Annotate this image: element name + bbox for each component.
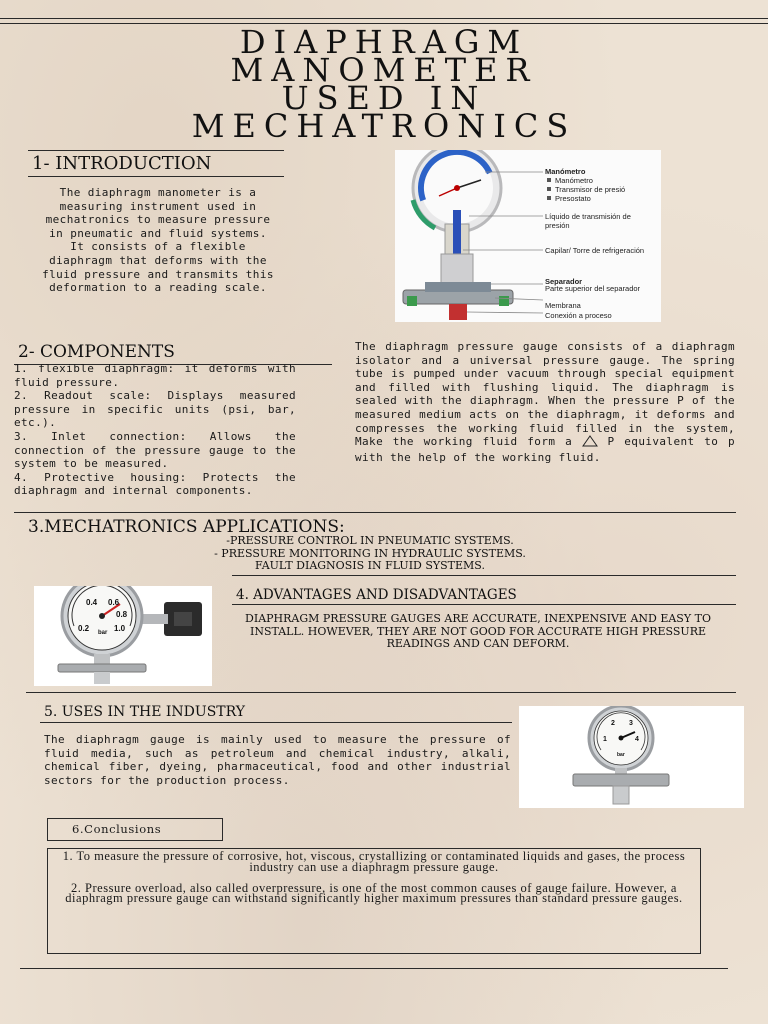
gauge-1-tick-1: 0.2 xyxy=(78,624,90,633)
applications-heading: 3.MECHATRONICS APPLICATIONS: xyxy=(28,517,345,537)
component-item-1: 1. flexible diaphragm: it deforms with fluid pressure. xyxy=(14,362,296,389)
title-line-2: MANOMETER xyxy=(230,51,538,89)
diagram-label-l2: Transmisor de presió xyxy=(555,185,626,194)
diagram-label-conexion: Conexión a proceso xyxy=(545,311,612,320)
description-end: P equivalent to p with the help of the working fluid. xyxy=(355,435,735,464)
diagram-label-list xyxy=(555,176,625,203)
component-item-3: 3. Inlet connection: Allows the connection of the pressure gauge to the system to be measured. xyxy=(14,429,296,471)
bottom-rule xyxy=(20,968,728,969)
gauge-2-tick-1: 1 xyxy=(603,736,607,743)
conclusions-box xyxy=(47,848,701,954)
divider-4 xyxy=(232,575,736,576)
uses-heading: 5. USES IN THE INDUSTRY xyxy=(44,704,245,720)
intro-heading: 1- INTRODUCTION xyxy=(32,153,212,174)
intro-text: The diaphragm manometer is a measuring instrument used in mechatronics to measure pressure in pneumatic and fluid systems. It consists of a flexible diaphragm that deforms with the fluid pressure and transmits this deformation to a reading scale. xyxy=(42,186,274,295)
gauge-1-tick-2: 0.4 xyxy=(86,598,98,607)
gauge-1-tick-3: 0.6 xyxy=(108,598,120,607)
gauge-2-tick-4: 4 xyxy=(635,736,639,743)
title-line-3: USED IN xyxy=(281,79,487,117)
component-item-4: 4. Protective housing: Protects the diaphragm and internal components. xyxy=(14,470,296,498)
diagram-label-l3: Presostato xyxy=(555,194,591,203)
conclusions-point-1: 1. To measure the pressure of corrosive, hot, viscous, crystallizing or contaminated liquids and gases, the process industry can use a diaphragm pressure gauge. xyxy=(62,849,686,874)
gauge-1-tick-4: 0.8 xyxy=(116,610,128,619)
gauge-photo-2 xyxy=(519,706,744,808)
divider-5 xyxy=(26,692,736,693)
diagram-label-separador: Separador xyxy=(545,277,583,286)
components-heading: 2- COMPONENTS xyxy=(18,342,175,362)
diagram-label-membrana: Membrana xyxy=(545,301,581,310)
conclusions-point-2: 2. Pressure overload, also called overpressure, is one of the most common causes of gauge failure. However, a diaphragm pressure gauge can withstand significantly higher maximum pressures than standard pressure gauges. xyxy=(65,880,683,906)
gauge-photo-1 xyxy=(34,586,212,686)
gauge-2-ticks xyxy=(519,706,744,766)
divider-3 xyxy=(14,512,736,513)
component-item-2: 2. Readout scale: Displays measured pressure in specific units (psi, bar, etc.). xyxy=(14,389,296,430)
description-body: The diaphragm pressure gauge consists of a diaphragm isolator and a universal pressure gauge. The spring tube is pumped under vacuum through special equipment and filled with flushing liquid. The diaphragm is sealed with the diaphragm. When the pressure P of the measured medium acts on the diaphragm, it deforms and compresses the working fluid filled in the system, Make the working fluid form a xyxy=(355,340,735,449)
intro-rule-top xyxy=(28,150,284,151)
diagram-label-liquido: Líquido de transmisión de presión xyxy=(545,212,631,230)
gauge-2-unit: bar xyxy=(617,752,625,758)
conclusions-heading-box xyxy=(47,818,223,841)
delta-symbol-icon xyxy=(582,435,598,451)
applications-list xyxy=(160,535,580,573)
advantages-rule xyxy=(232,604,736,605)
components-list xyxy=(14,362,296,498)
gauge-1-unit: bar xyxy=(98,630,108,636)
intro-rule-bottom xyxy=(28,176,284,177)
application-item-3: FAULT DIAGNOSIS IN FLUID SYSTEMS. xyxy=(255,559,485,572)
diagram-label-l1: Manómetro xyxy=(555,176,593,185)
uses-text: The diaphragm gauge is mainly used to measure the pressure of fluid media, such as petroleum and chemical industry, alkali, chemical fiber, dyeing, pharmaceutical, food and other industrial sectors for the production process. xyxy=(44,733,511,787)
gauge-1-tick-5: 1.0 xyxy=(114,624,126,633)
application-item-2: - PRESSURE MONITORING IN HYDRAULIC SYSTEMS. xyxy=(214,546,526,560)
uses-rule xyxy=(40,722,512,723)
diagram-label-parte: Parte superior del separador xyxy=(545,284,641,293)
gauge-1-ticks xyxy=(34,586,170,646)
application-item-1: -PRESSURE CONTROL IN PNEUMATIC SYSTEMS. xyxy=(226,534,514,547)
title-line-1: DIAPHRAGM xyxy=(239,23,529,61)
description-text xyxy=(355,340,735,464)
conclusions-heading: 6.Conclusions xyxy=(72,822,162,836)
gauge-2-tick-2: 2 xyxy=(611,720,615,727)
diagram-label-capilar: Capilar/ Torre de refrigeración xyxy=(545,246,645,255)
top-rule xyxy=(0,18,768,19)
gauge-2-tick-3: 3 xyxy=(629,720,633,727)
diagram-label-manometro: Manómetro xyxy=(545,167,586,176)
advantages-text: DIAPHRAGM PRESSURE GAUGES ARE ACCURATE, INEXPENSIVE AND EASY TO INSTALL. HOWEVER, THEY ARE NOT GOOD FOR ACCURATE HIGH PRESSURE READINGS AND CAN DEFORM. xyxy=(245,612,711,650)
title-line-4: MECHATRONICS xyxy=(191,107,577,145)
page-title xyxy=(0,23,768,145)
advantages-heading: 4. ADVANTAGES AND DISADVANTAGES xyxy=(236,587,517,603)
diaphragm-diagram xyxy=(395,150,661,322)
